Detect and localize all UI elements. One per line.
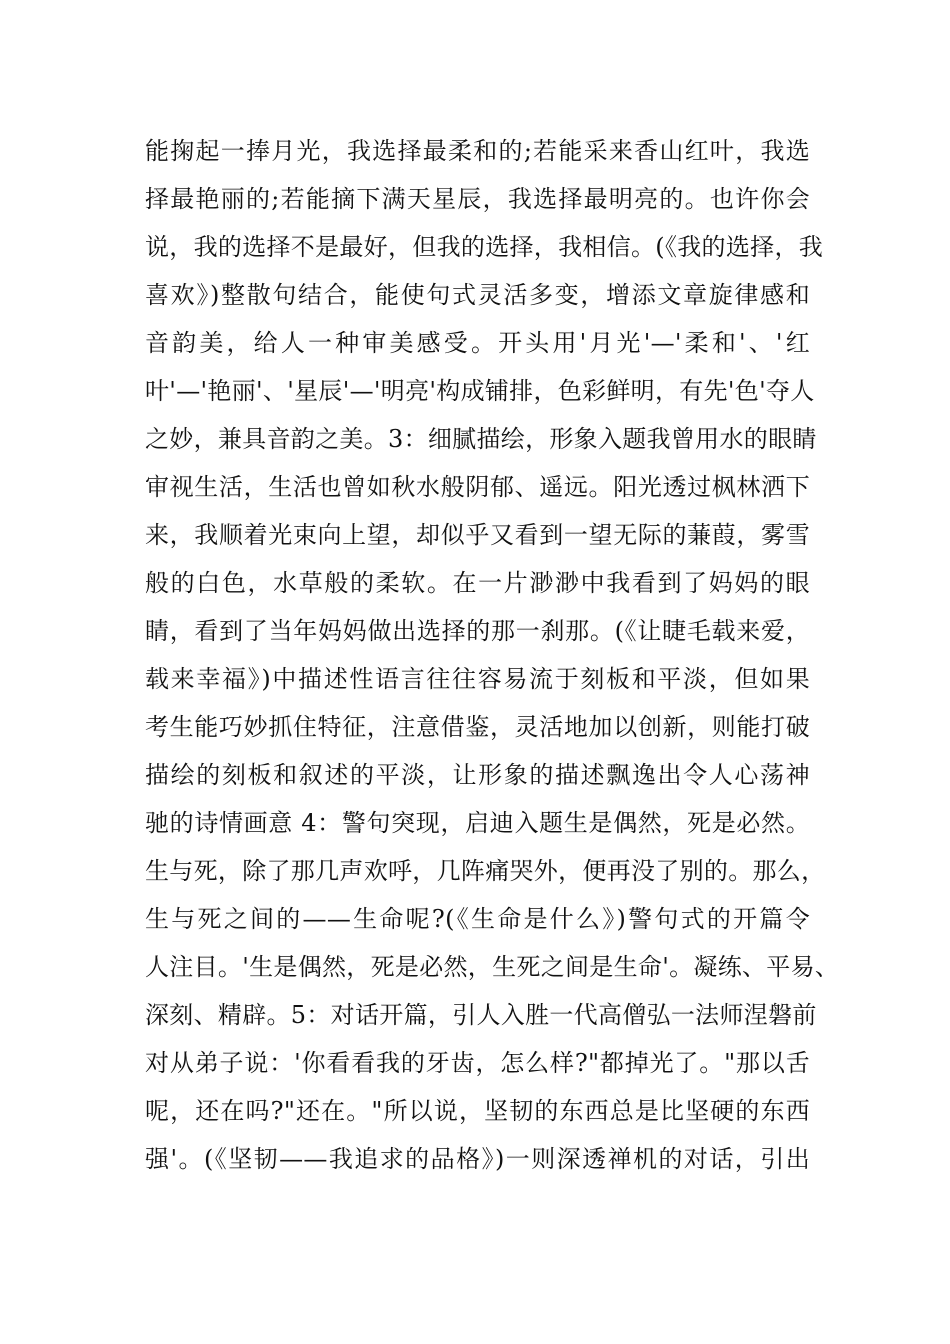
text-line: 般的白色，水草般的柔软。在一片渺渺中我看到了妈妈的眼 (145, 569, 810, 597)
text-line: 考生能巧妙抓住特征，注意借鉴，灵活地加以创新，则能打破 (145, 713, 810, 741)
text-line: 驰的诗情画意 4：警句突现，启迪入题生是偶然，死是必然。 (145, 809, 810, 837)
text-line: 呢，还在吗?"还在。"所以说，坚韧的东西总是比坚硬的东西 (145, 1097, 810, 1125)
text-line: 载来幸福》)中描述性语言往往容易流于刻板和平淡，但如果 (145, 665, 810, 693)
text-line: 深刻、精辟。5：对话开篇，引人入胜一代高僧弘一法师涅磐前 (145, 1001, 817, 1029)
text-line: 能掬起一捧月光，我选择最柔和的;若能采来香山红叶，我选 (145, 137, 810, 165)
text-line: 生与死，除了那几声欢呼，几阵痛哭外，便再没了别的。那么， (145, 857, 826, 885)
text-line: 来，我顺着光束向上望，却似乎又看到一望无际的蒹葭，雾雪 (145, 521, 810, 549)
text-line: 之妙，兼具音韵之美。3：细腻描绘，形象入题我曾用水的眼睛 (145, 425, 817, 453)
text-line: 人注目。'生是偶然，死是必然，生死之间是生命'。凝练、平易、 (145, 953, 840, 981)
text-line: 生与死之间的——生命呢?(《生命是什么》)警句式的开篇令 (145, 905, 810, 933)
text-line: 喜欢》)整散句结合，能使句式灵活多变，增添文章旋律感和 (145, 281, 810, 309)
text-line: 审视生活，生活也曾如秋水般阴郁、遥远。阳光透过枫林洒下 (145, 473, 810, 501)
text-line: 强'。(《坚韧——我追求的品格》)一则深透禅机的对话，引出 (145, 1145, 810, 1173)
text-line: 音韵美，给人一种审美感受。开头用'月光'—'柔和'、'红 (145, 329, 810, 357)
text-line: 描绘的刻板和叙述的平淡，让形象的描述飘逸出令人心荡神 (145, 761, 810, 789)
text-line: 择最艳丽的;若能摘下满天星辰，我选择最明亮的。也许你会 (145, 185, 810, 213)
body-text (145, 127, 840, 1183)
text-line: 说，我的选择不是最好，但我的选择，我相信。(《我的选择，我 (145, 233, 824, 261)
text-line: 叶'—'艳丽'、'星辰'—'明亮'构成铺排，色彩鲜明，有先'色'夺人 (145, 377, 815, 405)
text-line: 对从弟子说：'你看看我的牙齿，怎么样?"都掉光了。"那以舌 (145, 1049, 810, 1077)
text-line: 睛，看到了当年妈妈做出选择的那一刹那。(《让睫毛载来爱， (145, 617, 810, 645)
